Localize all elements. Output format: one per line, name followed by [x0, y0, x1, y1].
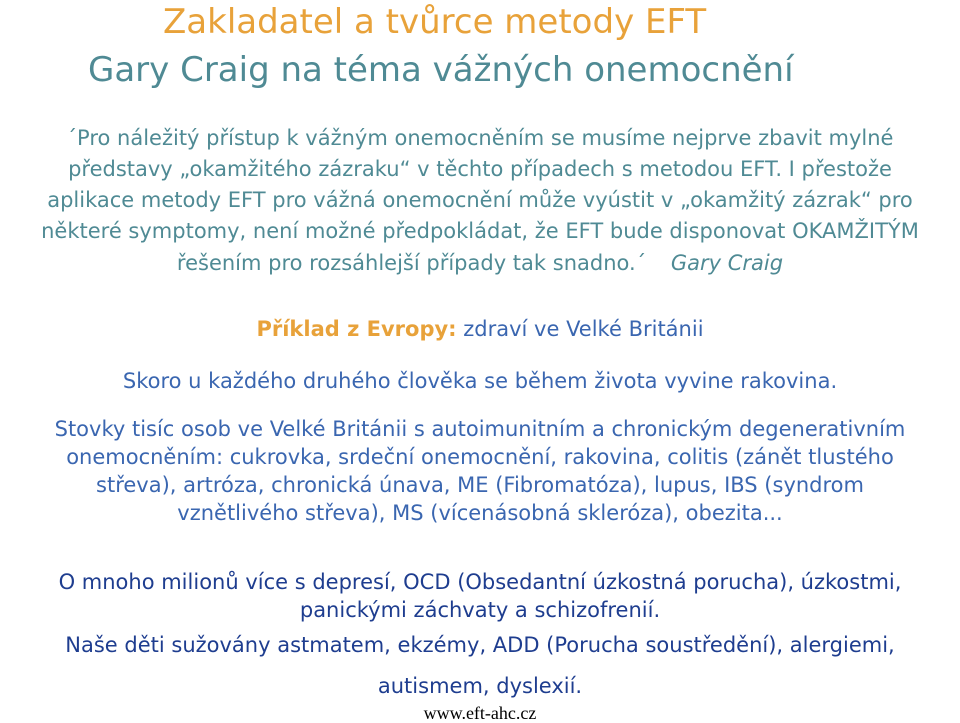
title-line-1: Zakladatel a tvůrce metody EFT — [163, 2, 707, 42]
autoimmune-line: vznětlivého střeva), MS (vícenásobná skleróza), obezita... — [177, 501, 783, 525]
children-line: Naše děti sužovány astmatem, ekzémy, ADD (Porucha soustředění), alergiemi, — [65, 633, 895, 657]
autoimmune-line: střeva), artróza, chronická únava, ME (Fibromatóza), lupus, IBS (syndrom — [96, 473, 864, 497]
example-heading — [0, 312, 960, 346]
autoimmune-line: Stovky tisíc osob ve Velké Británii s autoimunitním a chronickým degenerativním — [54, 417, 906, 441]
quote-line: řešením pro rozsáhlejší případy tak snadno.´ — [176, 251, 647, 275]
autoimmune-line: onemocněním: cukrovka, srdeční onemocnění, rakovina, colitis (zánět tlustého — [66, 445, 894, 469]
children-line: autismem, dyslexií. — [377, 674, 583, 698]
depression-line: O mnoho milionů více s depresí, OCD (Obsedantní úzkostná porucha), úzkostmi, — [58, 570, 902, 594]
quote-line: ´Pro náležitý přístup k vážným onemocněním se musíme nejprve zbavit mylné — [66, 126, 894, 150]
quote-last-line — [0, 246, 960, 280]
depression-line: panickými záchvaty a schizofrenií. — [299, 598, 661, 622]
footer-url: www.eft-ahc.cz — [423, 703, 537, 723]
title-line-2: Gary Craig na téma vážných onemocnění — [88, 50, 794, 90]
quote-line: aplikace metody EFT pro vážná onemocnění může vyústit v „okamžitý zázrak“ pro — [47, 188, 913, 212]
example-text: zdraví ve Velké Británii — [456, 317, 704, 341]
cancer-statement: Skoro u každého druhého člověka se během života vyvine rakovina. — [122, 369, 838, 393]
quote-line: představy „okamžitého zázraku“ v těchto případech s metodou EFT. I přestože — [68, 157, 892, 181]
quote-author: Gary Craig — [670, 251, 784, 275]
example-label: Příklad z Evropy: — [256, 317, 457, 341]
quote-line: některé symptomy, není možné předpokládat, že EFT bude disponovat OKAMŽITÝM — [41, 219, 919, 243]
